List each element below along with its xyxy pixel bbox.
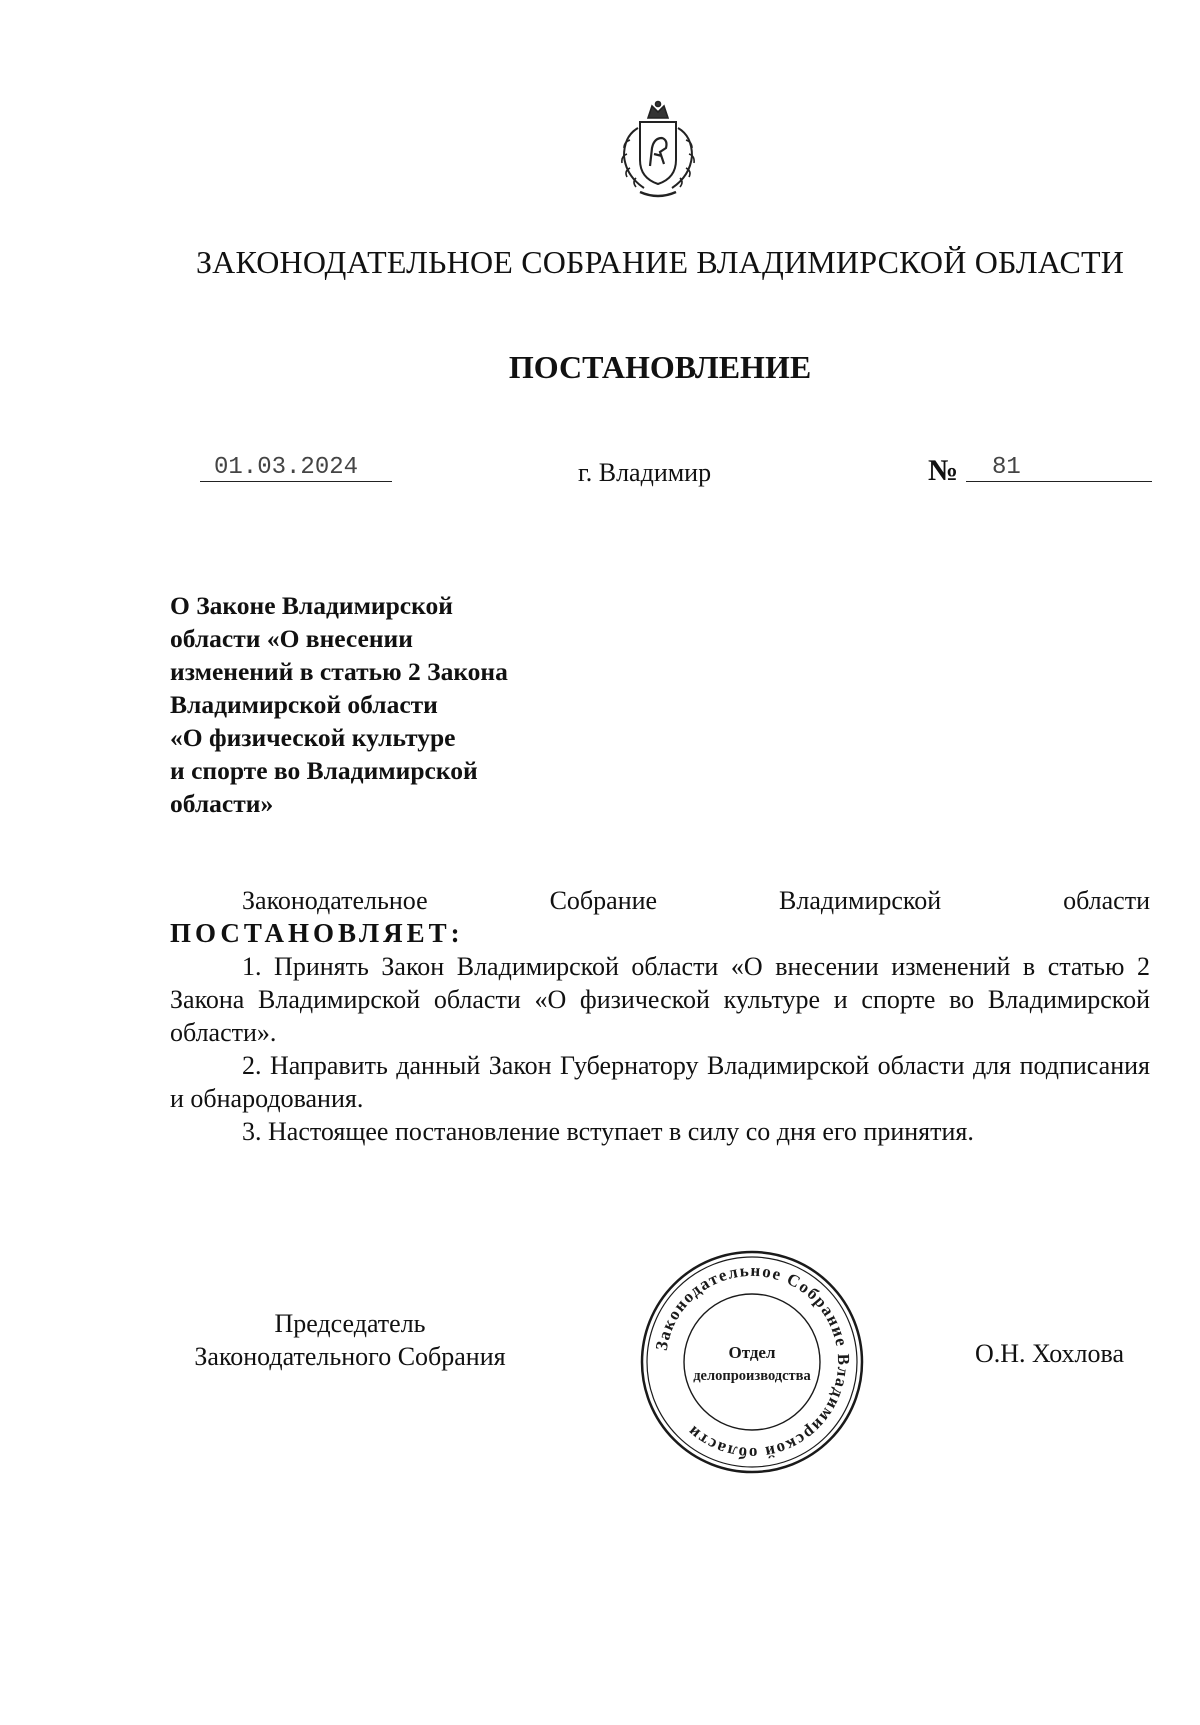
signatory-title-line: Законодательного Собрания xyxy=(194,1342,506,1371)
seal-ring-text: Законодательное Собрание Владимирской области xyxy=(651,1260,854,1464)
subject-line: области «О внесении xyxy=(170,624,413,653)
seal-center-text: делопроизводства xyxy=(693,1368,811,1384)
number-sign: № xyxy=(928,454,959,487)
document-date: 01.03.2024 xyxy=(200,455,392,482)
signatory-name: О.Н. Хохлова xyxy=(975,1339,1124,1368)
coat-of-arms-icon xyxy=(610,98,706,202)
resolution-intro: Законодательное Собрание Владимирской области xyxy=(242,886,1150,915)
document-subject xyxy=(170,589,600,820)
resolution-body xyxy=(170,884,1150,1148)
official-seal-stamp xyxy=(638,1248,866,1476)
signatory-title xyxy=(170,1307,530,1373)
document-city: г. Владимир xyxy=(578,458,712,487)
subject-line: Владимирской области xyxy=(170,690,438,719)
resolution-item: 2. Направить данный Закон Губернатору Владимирской области для подписания и обнародования. xyxy=(170,1051,1150,1113)
subject-line: и спорте во Владимирской xyxy=(170,756,478,785)
subject-line: области» xyxy=(170,789,274,818)
document-number: 81 xyxy=(966,455,1152,482)
subject-line: «О физической культуре xyxy=(170,723,456,752)
document-type: ПОСТАНОВЛЕНИЕ xyxy=(508,349,812,385)
subject-line: изменений в статью 2 Закона xyxy=(170,657,508,686)
resolves-heading: ПОСТАНОВЛЯЕТ: xyxy=(170,918,464,948)
signatory-title-line: Председатель xyxy=(274,1309,426,1338)
resolution-item: 1. Принять Закон Владимирской области «О внесении изменений в статью 2 Закона Владимирской области «О физической культуре и спорте во Владимирской области». xyxy=(170,952,1150,1047)
resolution-item: 3. Настоящее постановление вступает в силу со дня его принятия. xyxy=(242,1117,974,1146)
organization-name: ЗАКОНОДАТЕЛЬНОЕ СОБРАНИЕ ВЛАДИМИРСКОЙ ОБЛАСТИ xyxy=(195,244,1125,280)
subject-line: О Законе Владимирской xyxy=(170,591,453,620)
seal-center-text: Отдел xyxy=(728,1343,776,1362)
